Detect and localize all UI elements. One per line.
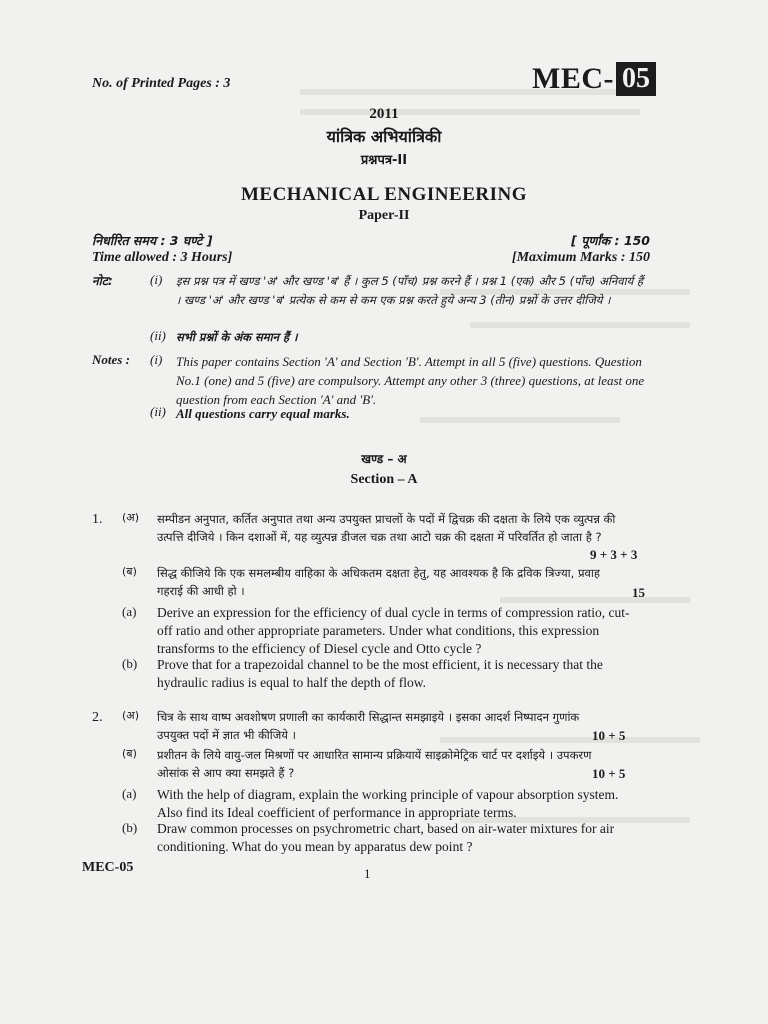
paper-code-number: 05: [616, 62, 656, 96]
section-heading-hindi: खण्ड – अ: [361, 452, 407, 466]
question-part: [122, 708, 602, 744]
note-text: This paper contains Section 'A' and Section 'B'. Attempt in all 5 (five) questions. Question No.1 (one) and 5 (five) are compulsory. Attempt any other 3 (three) questions, at least one question from each Section 'A' and 'B'.: [176, 354, 645, 407]
question-part: [122, 746, 602, 782]
printed-pages: No. of Printed Pages : 3: [92, 76, 231, 91]
part-text: प्रशीतन के लिये वायु-जल मिश्रणों पर आधारित सामान्य प्रक्रियायें साइक्रोमेट्रिक चार्ट पर दर्शाइये । उपकरण ओसांक से आप क्या समझते हैं ?: [157, 748, 592, 780]
note-num: (ii): [150, 404, 166, 419]
question-part: [122, 604, 632, 658]
section-heading: Section – A: [350, 472, 418, 487]
question-part: [122, 820, 632, 856]
marks-label: 15: [632, 585, 645, 600]
note-item: [150, 404, 650, 423]
hindi-subject-title: यांत्रिक अभियांत्रिकी: [326, 127, 442, 146]
part-text: सम्पीडन अनुपात, कर्तित अनुपात तथा अन्य उपयुक्त प्राचलों के पदों में द्विचक्र की दक्षता के लिये एक व्युत्पन्न की उत्पत्ति दीजिये । किन दशाओं में, यह व्युत्पन्न डीजल चक्र तथा आटो चक्र की दक्षता में परिवर्तित हो जाता है ?: [157, 512, 616, 544]
part-text: Derive an expression for the efficiency of dual cycle in terms of compression ratio, cut-off ratio and other appropriate parameters. Under what conditions, this expression transforms to the efficiency of Diesel cycle and Otto cycle ?: [157, 605, 630, 656]
part-text: सिद्ध कीजिये कि एक समलम्बीय वाहिका के अधिकतम दक्षता हेतु, यह आवश्यक है कि द्रविक त्रिज्या, प्रवाह गहराई की आधी हो ।: [157, 566, 600, 598]
hindi-note-num: (ii): [150, 328, 166, 343]
max-marks: [Maximum Marks : 150: [511, 250, 650, 265]
marks-label: 10 + 5: [592, 728, 626, 743]
hindi-note-num: (i): [150, 272, 163, 287]
hindi-note-item: [150, 272, 650, 310]
paper-label: Paper-II: [358, 208, 410, 223]
hindi-note-text: सभी प्रश्नों के अंक समान हैं ।: [176, 330, 298, 344]
hindi-note-text: इस प्रश्न पत्र में खण्ड 'अ' और खण्ड 'ब' हैं । कुल 5 (पाँच) प्रश्न करने हैं । प्रश्न 1 (एक) और 5 (पाँच) अनिवार्य हैं । खण्ड 'अ' और खण्ड 'ब' प्रत्येक से कम से कम एक प्रश्न करते हुये अन्य 3 (तीन) प्रश्नों के उत्तर दीजिये ।: [176, 274, 644, 307]
part-label: (ब): [122, 747, 137, 760]
part-label: (b): [122, 656, 138, 671]
paper-code-prefix: MEC-: [532, 62, 614, 95]
hindi-note-item: [150, 328, 650, 347]
note-num: (i): [150, 352, 163, 367]
part-label: (अ): [122, 709, 139, 722]
part-label: (a): [122, 604, 137, 619]
hindi-paper-label: प्रश्नपत्र-II: [360, 153, 408, 168]
part-text: चित्र के साथ वाष्प अवशोषण प्रणाली का कार्यकारी सिद्धान्त समझाइये । इसका आदर्श निष्पादन गुणांक उपयुक्त पदों में ज्ञात भी कीजिये ।: [157, 710, 580, 742]
time-allowed: Time allowed : 3 Hours]: [92, 250, 233, 265]
question-part: [122, 564, 612, 600]
marks-label: 9 + 3 + 3: [590, 547, 638, 562]
marks-label: 10 + 5: [592, 766, 626, 781]
hindi-note-label: नोट:: [92, 274, 113, 288]
part-label: (b): [122, 820, 138, 835]
paper-code: [532, 62, 656, 96]
hindi-marks: [ पूर्णांक : 150: [571, 233, 650, 248]
note-item: [150, 352, 650, 409]
question-number: 2.: [92, 710, 103, 725]
exam-year: 2011: [369, 106, 399, 122]
part-label: (ब): [122, 565, 137, 578]
note-text: All questions carry equal marks.: [176, 406, 350, 421]
question-part: [122, 510, 632, 546]
part-label: (a): [122, 786, 137, 801]
question-part: [122, 656, 632, 692]
page-number: 1: [364, 866, 371, 881]
footer-paper-code: MEC-05: [82, 860, 134, 875]
hindi-time-row: [92, 232, 650, 249]
question-part: [122, 786, 632, 822]
question-number: 1.: [92, 512, 103, 527]
part-text: Prove that for a trapezoidal channel to be the most efficient, it is necessary that the hydraulic radius is equal to half the depth of flow.: [157, 657, 603, 690]
part-text: Draw common processes on psychrometric chart, based on air-water mixtures for air conditioning. What do you mean by apparatus dew point ?: [157, 821, 615, 854]
subject-title: MECHANICAL ENGINEERING: [240, 184, 527, 205]
part-label: (अ): [122, 511, 139, 524]
notes-label: Notes :: [92, 352, 130, 367]
time-row: [92, 250, 650, 266]
part-text: With the help of diagram, explain the working principle of vapour absorption system. Also find its Ideal coefficient of performance in appropriate terms.: [157, 787, 619, 820]
hindi-time: निर्धारित समय : 3 घण्टे ]: [92, 233, 213, 248]
